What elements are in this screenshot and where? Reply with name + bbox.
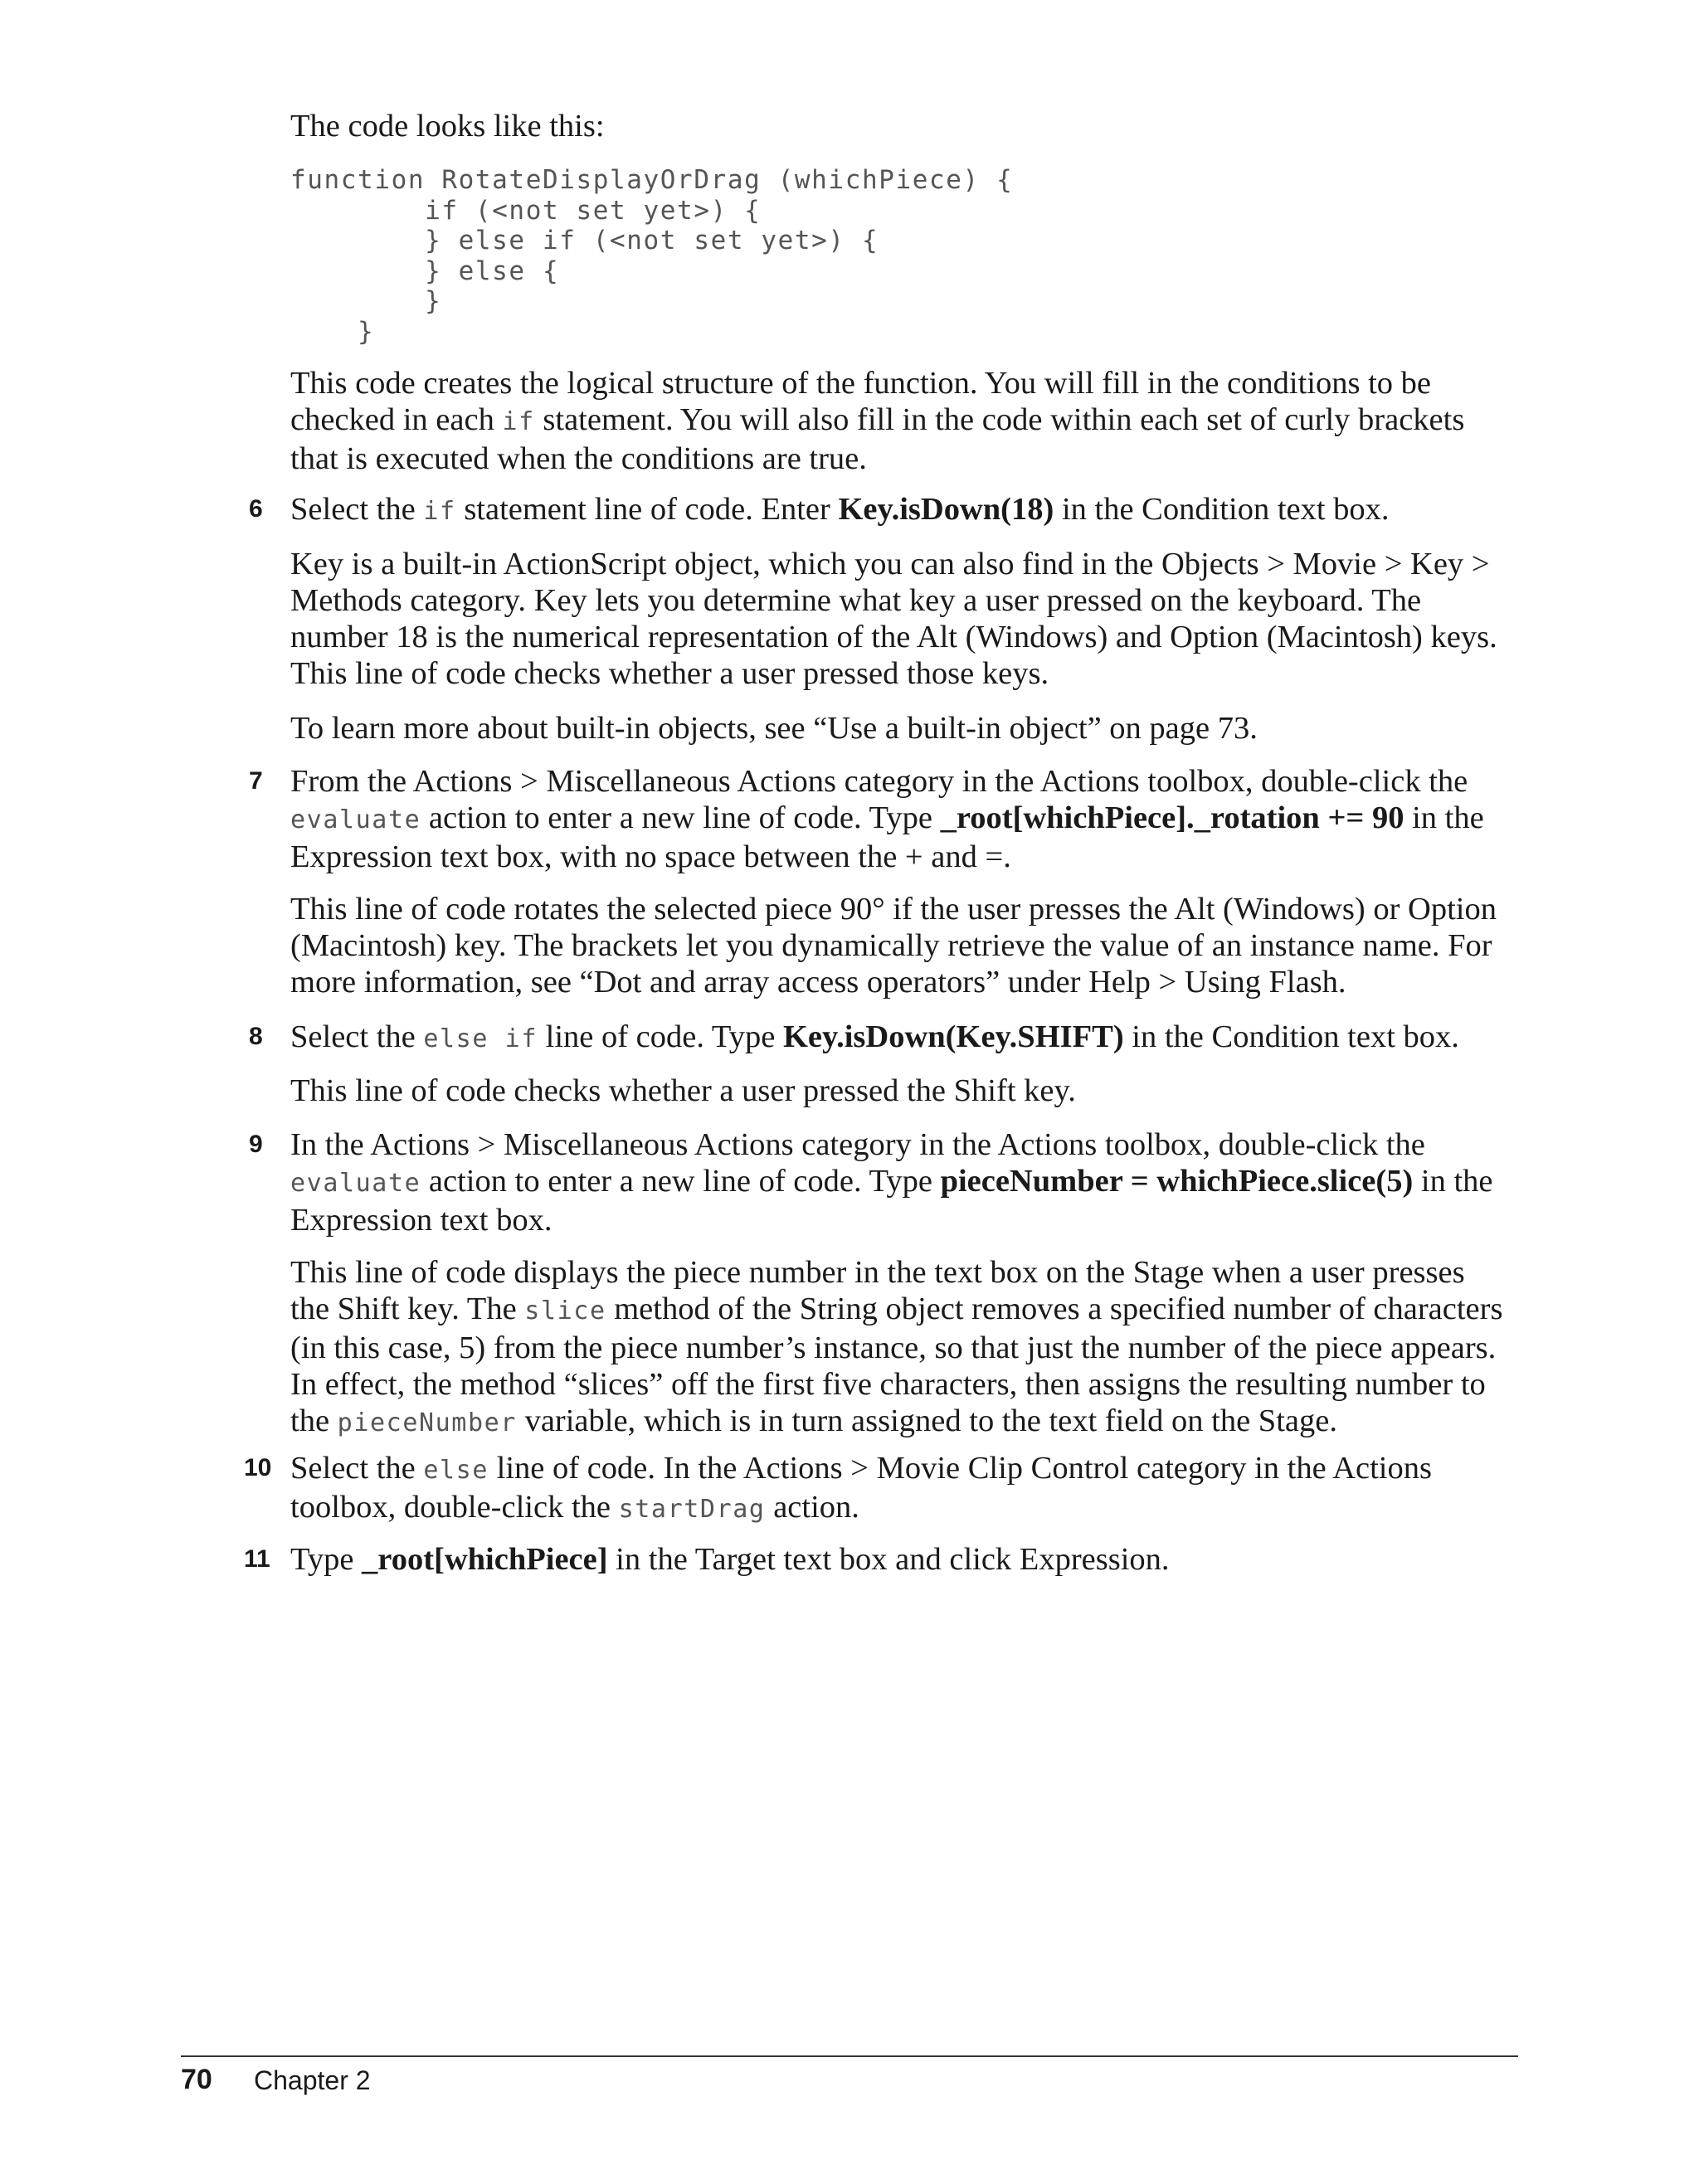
inline-code: if	[423, 497, 456, 526]
code-line: function RotateDisplayOrDrag (whichPiece) {	[290, 165, 1014, 195]
bold-code-text: _root[whichPiece]._rotation += 90	[940, 800, 1404, 835]
paragraph-shift-key: This line of code checks whether a user pressed the Shift key.	[290, 1073, 1076, 1108]
text-span: line of code. Type	[538, 1019, 783, 1054]
code-line: } else if (<not set yet>) {	[290, 226, 879, 255]
code-line: }	[290, 316, 375, 347]
step-number: 8	[249, 1023, 263, 1050]
inline-code: evaluate	[290, 805, 421, 834]
bold-code-text: _root[whichPiece]	[362, 1542, 608, 1577]
text-span: in the Expression text box, with no space between the + and =.	[290, 800, 1484, 874]
text-span: Select the	[290, 1019, 424, 1054]
text-span: in the Condition text box.	[1123, 1019, 1459, 1054]
inline-code: pieceNumber	[337, 1408, 517, 1437]
text-span: Select the	[290, 1451, 424, 1486]
text-span: in the Condition text box.	[1054, 492, 1390, 527]
bold-code-text: pieceNumber = whichPiece.slice(5)	[940, 1164, 1414, 1199]
chapter-label: Chapter 2	[254, 2065, 371, 2095]
text-span: variable, which is in turn assigned to the text field on the Stage.	[516, 1403, 1337, 1438]
step-text	[290, 1126, 1510, 1238]
code-block	[290, 165, 1013, 347]
text-span: line of code. In the Actions > Movie Clip Control category in the Actions toolbox, double-click the	[290, 1451, 1432, 1525]
text-span: Type	[290, 1542, 363, 1577]
step-number: 6	[249, 495, 263, 523]
text-span: method of the String object removes a specified number of characters (in this case, 5) from the piece number’s instance, so that just the number of the piece appears. In effect, the method “slices” off the first five characters, then assigns the resulting number to the	[290, 1291, 1503, 1438]
paragraph-learn-more: To learn more about built-in objects, see “Use a built-in object” on page 73.	[290, 711, 1258, 746]
paragraph-slice	[290, 1254, 1510, 1442]
step-number: 10	[244, 1454, 272, 1481]
step-text	[290, 491, 1510, 530]
footer-divider	[181, 2055, 1518, 2057]
intro-text: The code looks like this:	[290, 109, 605, 143]
code-line: if (<not set yet>) {	[290, 195, 762, 226]
bold-code-text: Key.isDown(18)	[838, 492, 1054, 527]
paragraph-rotation: This line of code rotates the selected piece 90° if the user presses the Alt (Windows) or Option (Macintosh) key. The brackets let you dynamically retrieve the value of an instance name. For more information, see “Dot and array access operators” under Help > Using Flash.	[290, 892, 1497, 1000]
paragraph-structure	[290, 365, 1510, 477]
step-text	[290, 763, 1510, 875]
inline-code: if	[502, 407, 535, 436]
inline-code: evaluate	[290, 1169, 421, 1198]
inline-code: startDrag	[618, 1495, 766, 1524]
code-line: } else {	[290, 255, 560, 286]
page-number: 70	[181, 2064, 212, 2095]
step-number: 11	[244, 1545, 270, 1573]
bold-code-text: Key.isDown(Key.SHIFT)	[782, 1019, 1124, 1054]
code-line: }	[290, 286, 442, 316]
text-span: action.	[765, 1490, 859, 1525]
inline-code: else	[423, 1456, 489, 1485]
step-number: 7	[249, 767, 263, 795]
text-span: This line of code displays the piece number in the text box on the Stage when a user presses the Shift key. The	[290, 1255, 1465, 1326]
step-text	[290, 1541, 1510, 1578]
text-span: in the Expression text box.	[290, 1164, 1493, 1238]
inline-code: else if	[423, 1024, 538, 1053]
step-number: 9	[249, 1131, 263, 1158]
text-span: action to enter a new line of code. Type	[421, 1164, 941, 1199]
text-span: From the Actions > Miscellaneous Actions category in the Actions toolbox, double-click the	[290, 764, 1468, 799]
text-span: In the Actions > Miscellaneous Actions category in the Actions toolbox, double-click the	[290, 1127, 1425, 1162]
text-span: action to enter a new line of code. Type	[421, 800, 941, 835]
step-text	[290, 1019, 1510, 1058]
text-span: This code creates the logical structure of the function. You will fill in the conditions to be checked in each	[290, 366, 1432, 437]
step-text	[290, 1450, 1510, 1528]
text-span: statement line of code. Enter	[455, 492, 839, 527]
text-span: Select the	[290, 492, 424, 527]
inline-code: slice	[524, 1296, 606, 1325]
text-span: statement. You will also fill in the code within each set of curly brackets that is executed when the conditions are true.	[290, 402, 1465, 476]
paragraph-key-object: Key is a built-in ActionScript object, which you can also find in the Objects > Movie > Key > Methods category. Key lets you determine what key a user pressed on the keyboard. The number 18 is the numerical representation of the Alt (Windows) and Option (Macintosh) keys. This line of code checks whether a user pressed those keys.	[290, 547, 1497, 691]
text-span: in the Target text box and click Expression.	[607, 1542, 1170, 1577]
